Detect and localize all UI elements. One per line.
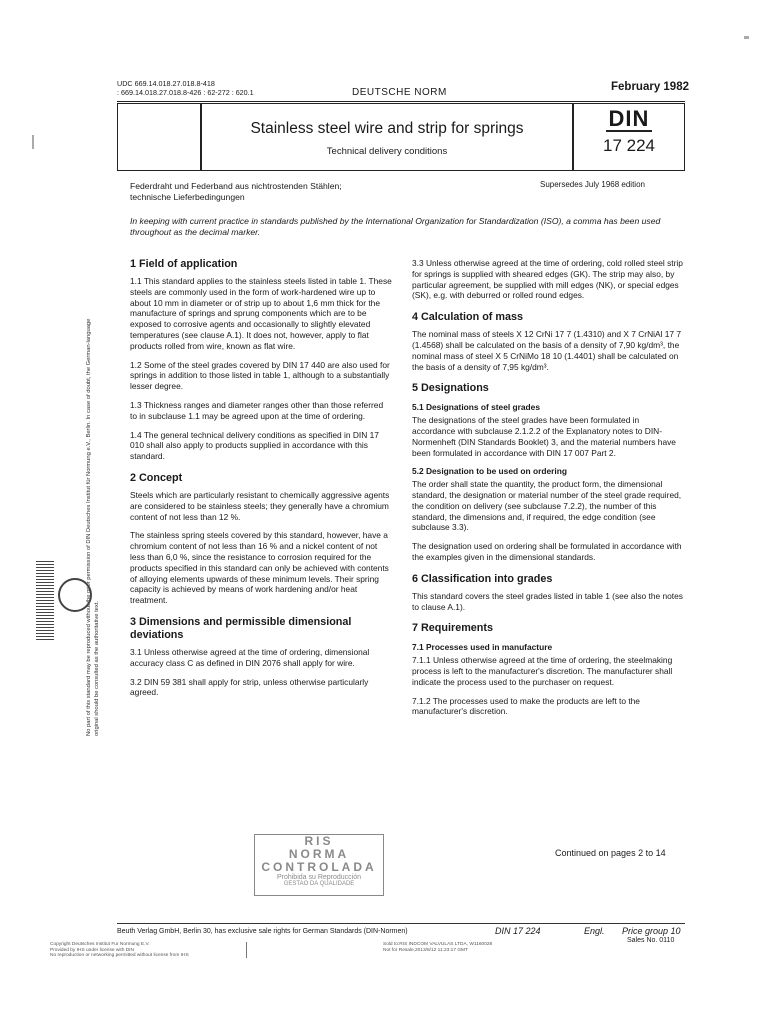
din-number: 17 224 — [603, 136, 655, 155]
paragraph: 1.2 Some of the steel grades covered by DIN 17 440 are also used for springs in addition to those listed in table 1, although to a substantially lesser degree. — [130, 359, 390, 392]
barcode-graphic — [36, 560, 54, 640]
copyright-line: No reproduction or networking permitted without license from IHS — [50, 953, 189, 959]
document-title: Stainless steel wire and strip for springs — [250, 120, 524, 137]
publisher-seal-icon — [58, 578, 92, 612]
paragraph: 3.2 DIN 59 381 shall apply for strip, unless otherwise particularly agreed. — [130, 676, 369, 698]
din-number-block — [574, 108, 684, 156]
footer-din-ref: DIN 17 224 — [495, 926, 541, 936]
german-title — [130, 181, 430, 203]
paragraph: The nominal mass of steels X 12 CrNi 17 7 (1.4310) and X 7 CrNiAl 17 7 (1.4568) shall be calculated on the basis of a density of 7,90 kg/dm³, the nominal mass of steel X 5 CrNiMo 18 10 (1.4401) shall be calculated on the basis of a density of 7,95 kg/dm³. — [412, 329, 682, 372]
iso-note: In keeping with current practice in standards published by the International Organization for Standardization (ISO), a comma has been used throughout as the decimal marker. — [130, 216, 661, 237]
paragraph: 7.1.1 Unless otherwise agreed at the time of ordering, the steelmaking process is left to the manufacturer's discretion. The manufacturer shall indicate the process used to the purchaser on request. — [412, 655, 673, 687]
paragraph: The stainless spring steels covered by this standard, however, have a chromium content of not less than 16 % and a nickel content of not less than 6,0 %, since the resistance to corrosion required for the products specified in this standard can only be achieved with contents of alloying elements upwards of these minimum levels. Their spring capacity is achieved by means of work hardening and/or heat treatment. — [130, 530, 389, 606]
paragraph: The order shall state the quantity, the product form, the dimensional standard, the designation or material number of the steel grade required, the condition on delivery (see subclause 7.2.2), the number of this standard, the dimensions and, if required, the edge condition (see subclause 3.3). — [412, 479, 682, 533]
right-column — [412, 258, 684, 725]
stamp-text: GESTAO DA QUALIDADE — [283, 881, 355, 887]
udc-classification — [117, 80, 347, 97]
license-line: Sold to:RIS INDCOM VALVULAS LTDA, W1160028 — [383, 942, 493, 947]
paragraph: 1.3 Thickness ranges and diameter ranges other than those referred to in subclause 1.1 may be agreed upon at the time of ordering. — [130, 399, 384, 421]
udc-line: : 669.14.018.27.018.8-426 : 62-272 : 620.1 — [117, 87, 254, 97]
copyright-line: Provided by IHS under license with DIN — [50, 947, 134, 953]
footer-language: Engl. — [584, 926, 605, 936]
controlled-copy-stamp — [254, 834, 384, 896]
copyright-line: Copyright Deutsches Institut Fur Normung E.V. — [50, 942, 150, 947]
publisher-note: Beuth Verlag GmbH, Berlin 30, has exclusive sale rights for German Standards (DIN-Normen) — [117, 928, 408, 935]
paragraph: 1.4 The general technical delivery conditions as specified in DIN 17 010 shall also apply to products supplied in accordance with this standard. — [130, 429, 379, 462]
section-heading: 1 Field of application — [130, 258, 238, 270]
section-heading: 4 Calculation of mass — [412, 311, 524, 324]
left-column — [130, 258, 392, 706]
stamp-text: RIS — [304, 834, 334, 848]
license-notice — [383, 942, 492, 953]
paragraph: The designations of the steel grades have been formulated in accordance with subclause 2.1.2.2 of the Explanatory notes to DIN-Normenheft (DIN Standards Booklet) 3, and the material numbers have been formulated in accordance with DIN 17 007 Part 2. — [412, 415, 676, 458]
subsection-heading: 7.1 Processes used in manufacture — [412, 642, 553, 653]
paragraph: 3.1 Unless otherwise agreed at the time of ordering, dimensional accuracy class C as defined in DIN 2076 shall apply for wire. — [130, 646, 370, 668]
section-heading: 5 Designations — [412, 382, 489, 395]
scan-mark — [246, 942, 247, 958]
german-title-line: Federdraht und Federband aus nichtrostenden Stählen; — [130, 181, 342, 191]
section-heading: 2 Concept — [130, 471, 183, 484]
license-line: Not for Resale,2013/8/12 11:23:17 GMT — [383, 947, 468, 953]
paragraph: This standard covers the steel grades listed in table 1 (see also the notes to clause A.1). — [412, 590, 683, 612]
section-heading: 6 Classification into grades — [412, 572, 553, 585]
stamp-text: CONTROLADA — [261, 860, 377, 874]
publication-date: February 1982 — [611, 81, 689, 93]
stamp-text: NORMA — [288, 847, 350, 861]
continued-note: Continued on pages 2 to 14 — [555, 848, 666, 858]
supersedes-note: Supersedes July 1968 edition — [540, 180, 645, 189]
reproduction-side-note: No part of this standard may be reproduced without the prior permission of DIN Deutsches Institut für Normung e.V., Berlin. In case of doubt, the German-language original should be consulted as the authoritative text. — [86, 318, 100, 736]
stamp-text: Prohibida su Reproducción — [276, 874, 362, 881]
subsection-heading: 5.2 Designation to be used on ordering — [412, 466, 567, 477]
paragraph: The designation used on ordering shall be formulated in accordance with the examples given in the dimensional standards. — [412, 541, 682, 562]
paragraph: Steels which are particularly resistant to chemically aggressive agents are considered to be stainless steels; they generally have a chromium content of not less than 12 %. — [130, 489, 390, 522]
paragraph: 3.3 Unless otherwise agreed at the time of ordering, cold rolled steel strip for springs is supplied with sheared edges (GK). The strip may also, by particular agreement, be supplied with mill edges (NK), or special edges (SK), e.g. with deburred or rolled round edges. — [412, 258, 683, 301]
section-heading: 3 Dimensions and permissible dimensional deviations — [130, 615, 352, 641]
german-title-line: technische Lieferbedingungen — [130, 192, 245, 202]
subsection-heading: 5.1 Designations of steel grades — [412, 402, 540, 413]
udc-line: UDC 669.14.018.27.018.8-418 — [117, 79, 215, 88]
paragraph: 7.1.2 The processes used to make the products are left to the manufacturer's discretion. — [412, 695, 640, 717]
document-subtitle: Technical delivery conditions — [326, 146, 448, 157]
section-heading: 7 Requirements — [412, 622, 494, 635]
norm-label: DEUTSCHE NORM — [352, 87, 447, 98]
header-rule — [117, 101, 685, 102]
copyright-notice — [50, 942, 189, 959]
footer-rule — [117, 923, 685, 924]
paragraph: 1.1 This standard applies to the stainless steels listed in table 1. These steels are commonly used in the form of work-hardened wire up to about 10 mm in diameter or of strip up to about 1,6 mm thick for the manufacture of springs and sprung components which are to be exposed to corrosive agents and occasionally to slightly elevated temperatures (see clause A.1). It does not, however, apply to flat products rolled from wire, known as flat wire. — [130, 276, 392, 351]
scan-mark — [744, 36, 749, 39]
footer-sales-number: Sales No. 0110 — [627, 937, 675, 944]
footer-price-group: Price group 10 — [622, 926, 681, 936]
din-logo: DIN — [606, 108, 653, 132]
scan-mark — [32, 135, 34, 149]
